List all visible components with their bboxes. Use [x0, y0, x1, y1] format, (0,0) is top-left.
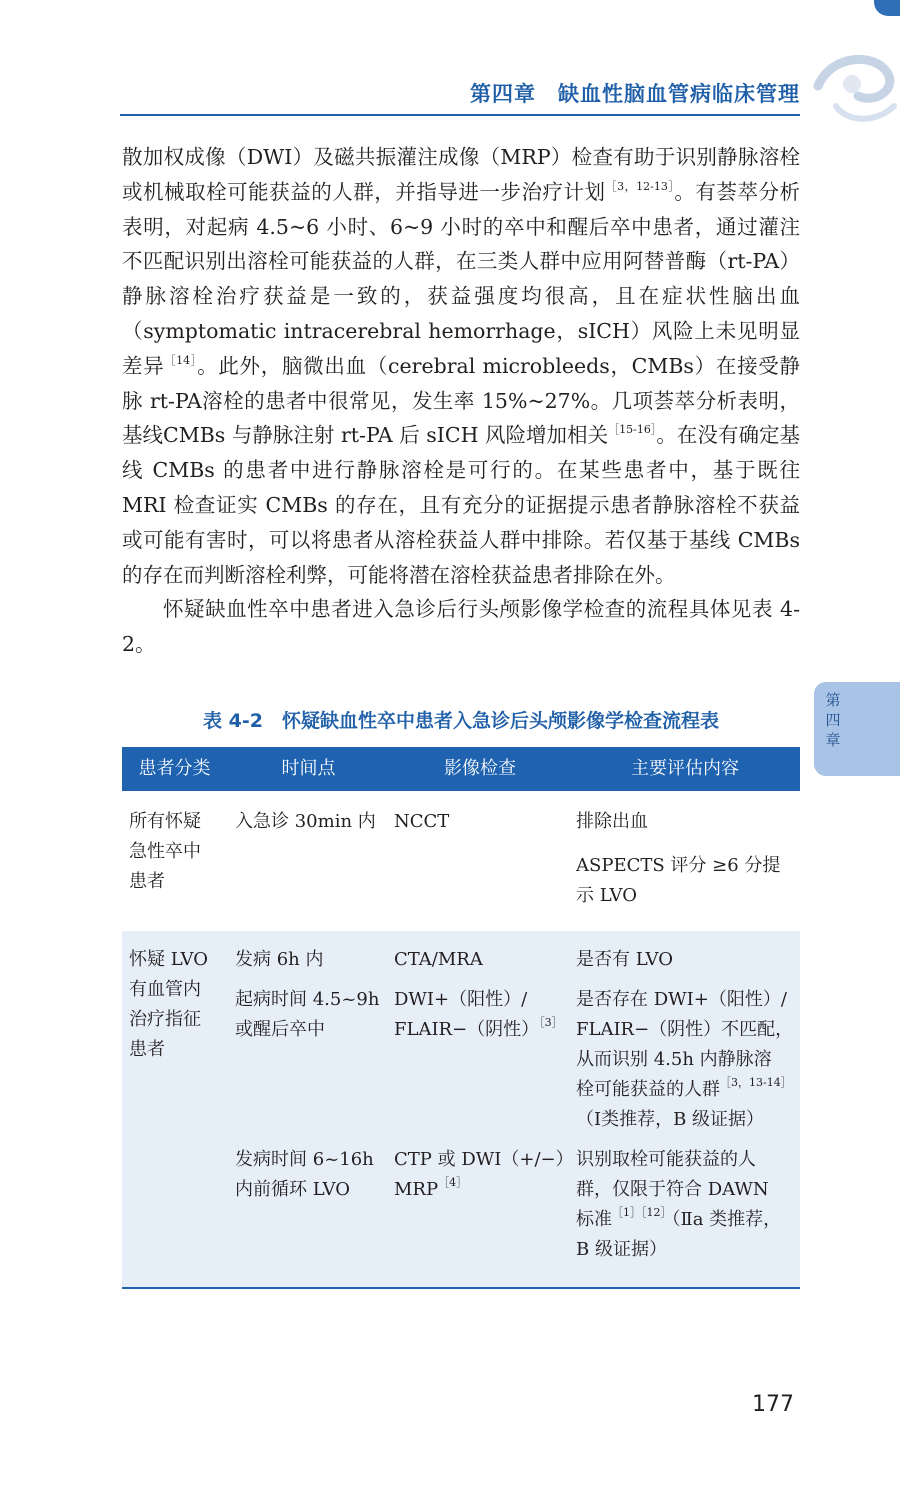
text-line: 。有荟 — [674, 179, 738, 204]
citation: ［3］ — [539, 1016, 563, 1029]
assessment-cell — [570, 985, 800, 1135]
text-line: 萃分析表明，对起病 4.5~6 小时、6~9 小时的卒中和醒后卒中患者，通过 — [122, 179, 801, 239]
page-number: 177 — [752, 1392, 794, 1417]
header-time: 时间点 — [281, 758, 336, 779]
swirl-logo — [806, 44, 900, 134]
citation: ［15-16］ — [608, 423, 657, 437]
text-line: 见表 4-2。 — [122, 597, 800, 657]
cell-line: 患者 — [129, 1039, 165, 1060]
cell-line: 标准 — [576, 1209, 612, 1230]
category-cell — [122, 945, 227, 1287]
cell-line: 是否存在 DWI+（阳性）/ — [576, 989, 787, 1010]
cell-line: 发病 6h 内 — [235, 949, 324, 970]
chapter-side-tab-label — [822, 690, 844, 750]
citation: ［4］ — [438, 1176, 468, 1189]
cell-line: 内前循环 LVO — [235, 1179, 350, 1200]
assessment-cell — [570, 1145, 800, 1265]
text-line: 异 — [143, 353, 165, 378]
cell-line: CTP 或 DWI（+/−） — [394, 1149, 574, 1170]
text-line: 栓或机械取栓可能获益的人群，并指导进一步治疗计划 — [122, 145, 800, 204]
cell-line: ASPECTS 评分 ≥6 分提 — [576, 855, 781, 876]
assessment-cell — [570, 807, 800, 931]
cell-line: 从而识别 4.5h 内静脉溶 — [576, 1049, 772, 1070]
cell-line: （Ⅱa 类推荐， — [671, 1209, 782, 1230]
text-line: 溶栓的患者中很常见，发生率 15%~27%。几项荟萃分析表明，基线 — [122, 388, 801, 448]
exam-cell — [390, 807, 570, 931]
time-cell — [227, 1145, 390, 1265]
cell-line: 栓可能获益的人群 — [576, 1079, 720, 1100]
sub-row — [227, 1145, 800, 1265]
exam-cell — [390, 945, 570, 975]
cell-line: 发病时间 6~16h — [235, 1149, 374, 1170]
text-line: 怀疑缺血性卒中患者进入急诊后行头颅影像学检查的流程具体 — [163, 597, 731, 622]
sub-row — [227, 985, 800, 1135]
citation: ［3，12-13］ — [605, 179, 675, 193]
cell-line: MRP — [394, 1179, 439, 1200]
body-text — [122, 140, 800, 662]
exam-cell — [390, 985, 570, 1135]
text-line: 在外。 — [614, 562, 676, 587]
running-header — [120, 64, 800, 116]
sub-rows — [227, 945, 800, 1287]
text-line: CMBs 与静脉注射 rt-PA 后 sICH 风险增加相关 — [163, 423, 609, 448]
citation: ［1］ — [612, 1206, 641, 1219]
time-cell — [227, 807, 390, 931]
citation: ［14］ — [164, 353, 198, 367]
sub-row — [227, 945, 800, 975]
cell-line: 怀疑 LVO — [129, 949, 208, 970]
table-header-row — [122, 747, 800, 791]
cell-line: B 级证据） — [576, 1239, 667, 1260]
time-cell — [227, 985, 390, 1135]
text-line: （rt-PA）静脉溶栓治疗获益是一致的，获益强度均很高，且在症状性脑 — [122, 249, 800, 309]
cell-line: NCCT — [394, 811, 450, 832]
paragraph-1 — [122, 140, 800, 592]
citation: ［3，13-14］ — [720, 1076, 792, 1089]
table-row — [122, 791, 800, 931]
cell-line: FLAIR−（阴性）不匹配， — [576, 1019, 794, 1040]
text-line: 散加权成像（DWI）及磁共振灌注成像（MRP）检查有助于识别静脉溶 — [122, 145, 780, 169]
text-line: 。此外，脑微出血（cerebral microbleeds，CMBs）在接受静脉 rt-PA — [122, 353, 801, 413]
cell-line: DWI+（阳性）/ — [394, 989, 528, 1010]
citation: ［12］ — [641, 1206, 672, 1219]
cell-line: 群，仅限于符合 DAWN — [576, 1179, 769, 1200]
text-line: 。在没有确定基 — [656, 423, 801, 448]
cell-line: 或醒后卒中 — [235, 1019, 325, 1040]
exam-cell — [390, 1145, 574, 1265]
cell-line: 治疗指征 — [129, 1009, 201, 1030]
table-row — [122, 931, 800, 1287]
text-line: 线 CMBs 的患者中进行静脉溶栓是可行的。在某些患者中，基于既 — [122, 458, 780, 483]
text-line: 灌注不匹配识别出溶栓可能获益的人群，在三类人群中应用阿替普酶 — [122, 214, 801, 274]
tab-char: 第 — [825, 691, 841, 709]
text-line: 不获益或可能有害时，可以将患者从溶栓获益人群中排除。若仅基于 — [122, 492, 800, 552]
text-line: 往 MRI 检查证实 CMBs 的存在，且有充分的证据提示患者静脉溶栓 — [122, 458, 800, 517]
imaging-flow-table — [122, 747, 800, 1289]
time-cell — [227, 945, 390, 975]
cell-line: （Ⅰ类推荐，B 级证据） — [576, 1109, 765, 1130]
cell-line: 示 LVO — [576, 885, 637, 906]
tab-char: 四 — [825, 711, 841, 729]
header-rule — [120, 114, 800, 116]
cell-line: FLAIR−（阴性） — [394, 1019, 540, 1040]
text-line: 出血（symptomatic intracerebral hemorrhage，sICH）风险上未见明显差 — [122, 284, 801, 378]
cell-line: 所有怀疑 — [129, 811, 201, 832]
text-line: 基线 CMBs 的存在而判断溶栓利弊，可能将潜在溶栓获益患者排除 — [122, 527, 800, 587]
assessment-cell — [570, 945, 800, 975]
cell-line: 急性卒中 — [129, 841, 201, 862]
header-category: 患者分类 — [138, 758, 211, 779]
cell-line: 识别取栓可能获益的人 — [576, 1149, 756, 1170]
cell-line: 起病时间 4.5~9h — [235, 989, 380, 1010]
chapter-side-tab[interactable] — [814, 682, 900, 776]
cell-line: 是否有 LVO — [576, 949, 673, 970]
corner-tab — [874, 0, 900, 16]
table-bottom-rule — [122, 1287, 800, 1289]
cell-line: CTA/MRA — [394, 949, 483, 970]
tab-char: 章 — [825, 731, 841, 749]
cell-line: 入急诊 30min 内 — [235, 811, 376, 832]
table-title: 表 4-2 怀疑缺血性卒中患者入急诊后头颅影像学检查流程表 — [203, 710, 719, 732]
header-assessment: 主要评估内容 — [631, 758, 739, 779]
chapter-title: 第四章 缺血性脑血管病临床管理 — [470, 82, 800, 106]
category-cell — [122, 807, 227, 931]
paragraph-2 — [122, 592, 800, 662]
header-exam: 影像检查 — [444, 758, 516, 779]
cell-line: 排除出血 — [576, 811, 648, 832]
cell-line: 有血管内 — [129, 979, 201, 1000]
cell-line: 患者 — [129, 871, 165, 892]
